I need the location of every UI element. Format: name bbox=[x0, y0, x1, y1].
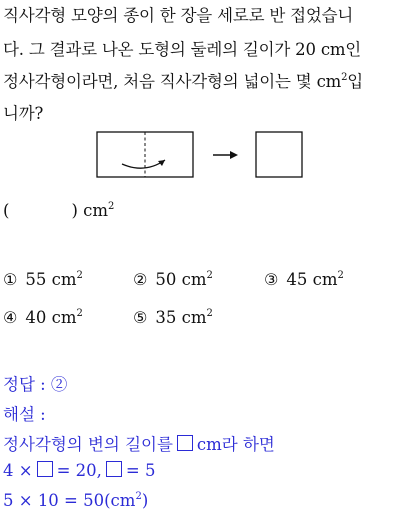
option-2[interactable] bbox=[133, 270, 213, 289]
option-1[interactable] bbox=[3, 270, 83, 289]
solution-step-1-text: 정사각형의 변의 길이를 bbox=[3, 435, 173, 454]
option-2-value: 50 cm bbox=[155, 270, 207, 289]
option-5-sup: 2 bbox=[206, 308, 213, 319]
folding-figure bbox=[0, 130, 400, 182]
solution-step-3-b: ) bbox=[141, 491, 149, 510]
option-2-marker: ② bbox=[133, 270, 148, 289]
solution-step-2 bbox=[3, 461, 155, 480]
result-arrow-icon bbox=[230, 151, 238, 159]
blank-unit-superscript: 2 bbox=[108, 201, 115, 212]
option-4-sup: 2 bbox=[76, 308, 83, 319]
blank-square-icon bbox=[177, 435, 193, 451]
option-4-marker: ④ bbox=[3, 308, 18, 327]
option-3-value: 45 cm bbox=[286, 270, 338, 289]
blank-close-unit: ) cm bbox=[71, 201, 109, 220]
option-1-value: 55 cm bbox=[25, 270, 77, 289]
option-3-marker: ③ bbox=[264, 270, 279, 289]
result-square bbox=[256, 132, 302, 177]
solution-step-3 bbox=[3, 491, 148, 510]
question-line-4: 니까? bbox=[3, 104, 44, 123]
option-5-value: 35 cm bbox=[155, 308, 207, 327]
blank-square-icon bbox=[37, 461, 53, 477]
question-line-3 bbox=[3, 68, 363, 92]
option-3-sup: 2 bbox=[337, 270, 344, 281]
unit-superscript: 2 bbox=[341, 72, 348, 83]
solution-step-3-sup: 2 bbox=[135, 491, 142, 502]
blank-open-paren: ( bbox=[3, 201, 10, 220]
option-1-marker: ① bbox=[3, 270, 18, 289]
option-4[interactable] bbox=[3, 308, 83, 327]
solution-step-1-end: cm라 하면 bbox=[196, 435, 275, 454]
option-2-sup: 2 bbox=[206, 270, 213, 281]
question-line-1: 직사각형 모양의 종이 한 장을 세로로 반 접었습니 bbox=[3, 6, 354, 25]
question-line-2: 다. 그 결과로 나온 도형의 둘레의 길이가 20 cm인 bbox=[3, 40, 362, 59]
solution-step-3-a: 5 × 10 = 50(cm bbox=[3, 491, 136, 510]
question-line-3-end: 입 bbox=[347, 72, 363, 91]
solution-step-2-b: = 20, bbox=[56, 461, 102, 480]
blank-square-icon bbox=[106, 461, 122, 477]
solution-step-1 bbox=[3, 431, 275, 455]
option-1-sup: 2 bbox=[76, 270, 83, 281]
option-5[interactable] bbox=[133, 308, 213, 327]
option-4-value: 40 cm bbox=[25, 308, 77, 327]
solution-step-2-c: = 5 bbox=[125, 461, 156, 480]
option-3[interactable] bbox=[264, 270, 344, 289]
answer-blank bbox=[3, 201, 114, 220]
answer-label: 정답 : ② bbox=[3, 375, 68, 394]
option-5-marker: ⑤ bbox=[133, 308, 148, 327]
question-line-3-text: 정사각형이라면, 처음 직사각형의 넓이는 몇 cm bbox=[3, 72, 342, 91]
explanation-label: 해설 : bbox=[3, 405, 46, 424]
solution-step-2-a: 4 × bbox=[3, 461, 33, 480]
